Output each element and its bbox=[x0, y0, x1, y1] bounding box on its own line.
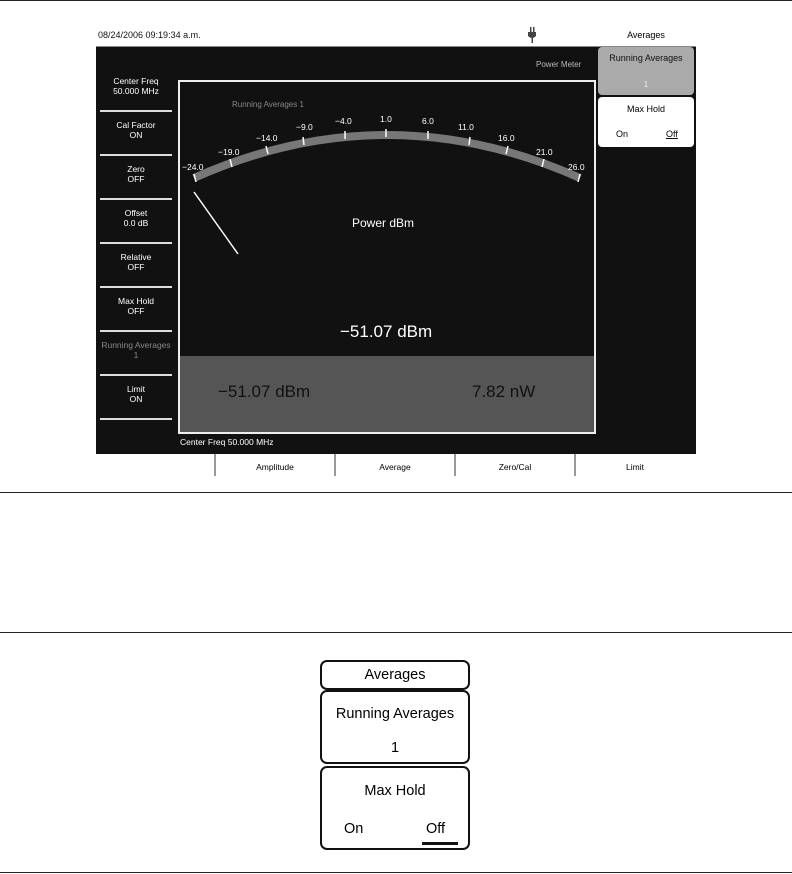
divider bbox=[100, 330, 172, 332]
softkey-title: Averages bbox=[320, 660, 470, 690]
limit-item[interactable] bbox=[96, 378, 176, 420]
center-freq-item[interactable] bbox=[96, 70, 176, 112]
relative-item[interactable] bbox=[96, 246, 176, 288]
average-button[interactable]: Average bbox=[334, 454, 454, 476]
zero-cal-button[interactable]: Zero/Cal bbox=[454, 454, 574, 476]
item-label: Cal Factor bbox=[116, 120, 156, 130]
scale-label: 6.0 bbox=[422, 116, 434, 126]
scale-label: 26.0 bbox=[568, 162, 585, 172]
max-hold-on: On bbox=[344, 821, 364, 837]
scale-label: 16.0 bbox=[498, 133, 515, 143]
scale-label: 11.0 bbox=[458, 122, 474, 132]
divider bbox=[100, 374, 172, 376]
scale-label: −9.0 bbox=[296, 122, 313, 132]
max-hold-label: Max Hold bbox=[626, 104, 665, 114]
max-hold-off: Off bbox=[426, 821, 446, 837]
zero-item[interactable] bbox=[96, 158, 176, 200]
item-label: Max Hold bbox=[118, 296, 154, 306]
softkey-panel bbox=[596, 24, 696, 454]
item-value: 0.0 dB bbox=[123, 218, 149, 228]
scale-label: 21.0 bbox=[536, 147, 553, 157]
divider bbox=[100, 198, 172, 200]
max-hold-label: Max Hold bbox=[364, 783, 426, 799]
item-value: OFF bbox=[127, 174, 145, 184]
item-label: Center Freq bbox=[113, 76, 159, 86]
divider bbox=[100, 110, 172, 112]
reading-watts: 7.82 nW bbox=[472, 382, 536, 401]
power-meter-display bbox=[178, 80, 596, 434]
amplitude-button[interactable]: Amplitude bbox=[214, 454, 334, 476]
scale-label: 1.0 bbox=[380, 114, 392, 124]
running-averages-item[interactable] bbox=[96, 334, 176, 376]
softkey-menu-title: Averages bbox=[596, 24, 696, 47]
item-value: ON bbox=[129, 130, 143, 140]
scale-label: −14.0 bbox=[256, 133, 278, 143]
running-averages-label: Running Averages bbox=[609, 53, 683, 63]
item-label: Offset bbox=[124, 208, 148, 218]
scale-label: −19.0 bbox=[218, 147, 240, 157]
running-averages-button[interactable] bbox=[598, 47, 694, 95]
item-value: ON bbox=[129, 394, 143, 404]
item-value: 50.000 MHz bbox=[113, 86, 159, 96]
max-hold-item[interactable] bbox=[96, 290, 176, 332]
divider bbox=[100, 286, 172, 288]
mode-label: Power Meter bbox=[536, 60, 582, 69]
max-hold-button[interactable] bbox=[598, 97, 694, 147]
center-freq-status: Center Freq 50.000 MHz bbox=[180, 437, 274, 447]
power-unit-label: Power dBm bbox=[352, 216, 415, 230]
offset-item[interactable] bbox=[96, 202, 176, 244]
scale-label: −4.0 bbox=[335, 116, 352, 126]
item-value: OFF bbox=[127, 306, 145, 316]
datetime: 08/24/2006 09:19:34 a.m. bbox=[98, 30, 201, 40]
cal-factor-item[interactable] bbox=[96, 114, 176, 156]
item-label: Zero bbox=[127, 164, 145, 174]
divider bbox=[100, 154, 172, 156]
running-averages-softkey[interactable] bbox=[320, 690, 470, 764]
divider bbox=[100, 418, 172, 420]
scale-label: −24.0 bbox=[182, 162, 204, 172]
selected-underline bbox=[422, 842, 458, 845]
gauge-arc bbox=[194, 135, 580, 178]
running-averages-value: 1 bbox=[643, 80, 649, 89]
max-hold-softkey[interactable] bbox=[320, 766, 470, 850]
max-hold-off: Off bbox=[666, 129, 678, 139]
reading-dbm: −51.07 dBm bbox=[218, 382, 311, 401]
running-averages-label: Running Averages bbox=[335, 706, 455, 722]
item-label: Running Averages bbox=[101, 340, 171, 350]
status-bar bbox=[96, 24, 596, 47]
bottom-menu bbox=[96, 454, 696, 478]
item-value: OFF bbox=[127, 262, 145, 272]
running-averages-indicator: Running Averages 1 bbox=[232, 100, 304, 109]
item-label: Limit bbox=[127, 384, 145, 394]
running-averages-value: 1 bbox=[390, 740, 400, 756]
bottom-menu-blank bbox=[96, 454, 214, 476]
power-plug-icon bbox=[526, 27, 538, 43]
max-hold-on: On bbox=[616, 129, 629, 139]
power-reading: −51.07 dBm bbox=[340, 322, 433, 341]
item-label: Relative bbox=[120, 252, 152, 262]
divider bbox=[100, 242, 172, 244]
limit-button[interactable]: Limit bbox=[574, 454, 694, 476]
item-value: 1 bbox=[133, 350, 139, 360]
gauge-needle bbox=[194, 192, 238, 254]
instrument-screen bbox=[96, 24, 696, 478]
averages-softkey-menu bbox=[320, 660, 470, 854]
